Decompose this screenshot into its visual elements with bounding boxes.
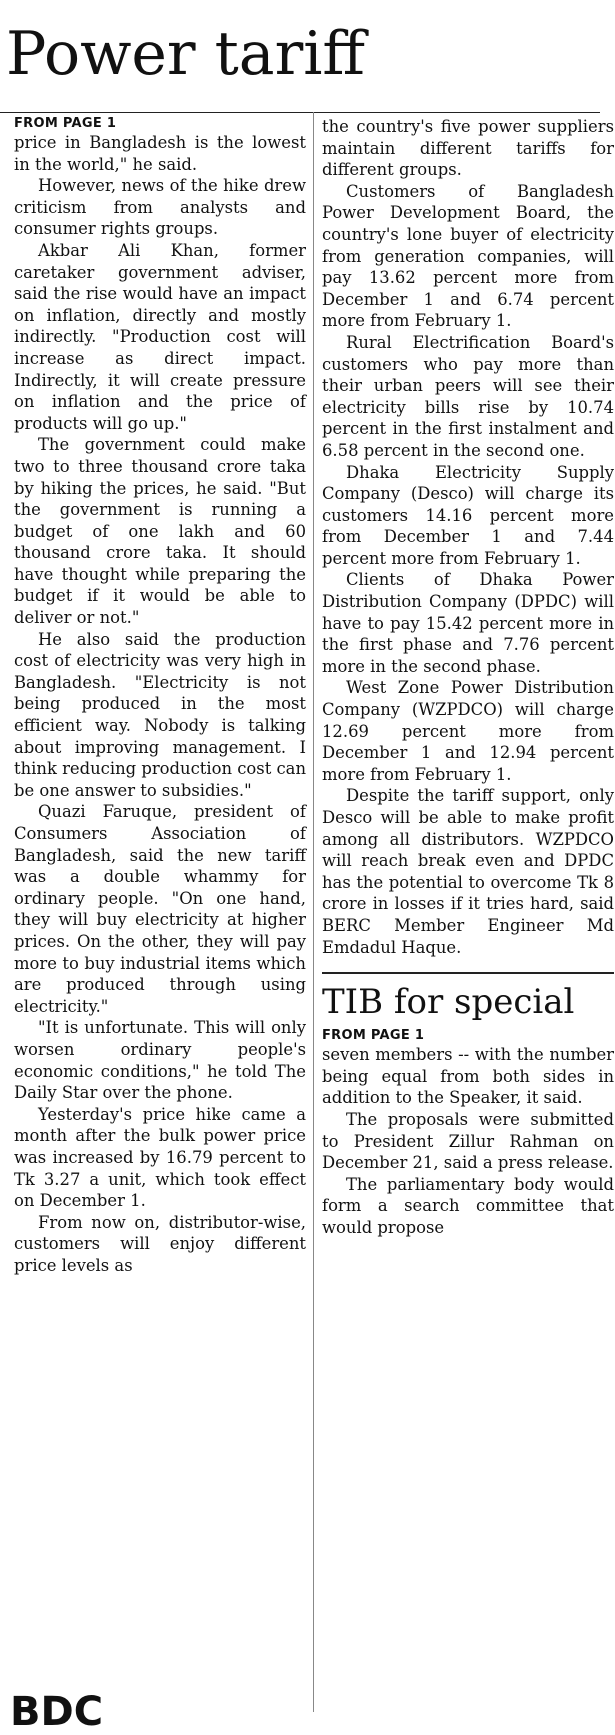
article-paragraph: West Zone Power Distribution Company (WZPDCO) will charge 12.69 percent more from December 1 and 12.94 percent more from February 1. [322,678,614,784]
article-paragraph: Customers of Bangladesh Power Development Board, the country's lone buyer of electricity from generation companies, will pay 13.62 percent more from December 1 and 6.74 percent more from February 1. [322,181,614,331]
next-story-headline-fragment: BDC [10,1689,104,1735]
article-paragraph: price in Bangladesh is the lowest in the world," he said. [14,133,306,174]
article-paragraph: "It is unfortunate. This will only worsen ordinary people's economic conditions," he told The Daily Star over the phone. [14,1018,306,1103]
article-paragraph: The parliamentary body would form a search committee that would propose [322,1174,614,1237]
article-paragraph: The proposals were submitted to President Zillur Rahman on December 21, said a press release. [322,1109,614,1173]
article-paragraph: Despite the tariff support, only Desco will be able to make profit among all distributors. WZPDCO will reach break even and DPDC has the potential to overcome Tk 8 crore in losses if it tries hard, said BERC Member Engineer Md Emdadul Haque. [322,786,614,957]
article-paragraph: Dhaka Electricity Supply Company (Desco) will charge its customers 14.16 percent more from December 1 and 7.44 percent more from February 1. [322,462,614,568]
headline-rule [0,112,600,113]
article-paragraph: He also said the production cost of electricity was very high in Bangladesh. "Electricity is not being produced in the most efficient way. Nobody is talking about improving management. I think reducing production cost can be one answer to subsidies." [14,629,306,800]
right-column [322,116,614,1239]
article-paragraph: Clients of Dhaka Power Distribution Company (DPDC) will have to pay 15.42 percent more in the first phase and 7.76 percent more in the second phase. [322,570,614,676]
from-page-kicker: FROM PAGE 1 [322,1028,425,1044]
headline: Power tariff [6,19,366,89]
article-paragraph: However, news of the hike drew criticism from analysts and consumer rights groups. [14,176,306,239]
left-column [14,116,306,1276]
article-paragraph: Yesterday's price hike came a month after the bulk power price was increased by 16.79 percent to Tk 3.27 a unit, which took effect on December 1. [14,1104,306,1211]
second-story-headline: TIB for special [322,972,614,1024]
from-page-kicker: FROM PAGE 1 [14,116,117,131]
article-paragraph: Rural Electrification Board's customers who pay more than their urban peers will see their electricity bills rise by 10.74 percent in the first instalment and 6.58 percent in the second one. [322,332,614,460]
article-paragraph: The government could make two to three thousand crore taka by hiking the prices, he said. "But the government is running a budget of one lakh and 60 thousand crore taka. It should have thought while preparing the budget if it would be able to deliver or not." [14,435,306,628]
article-paragraph: the country's five power suppliers maintain different tariffs for different groups. [322,117,614,180]
article-paragraph: Quazi Faruque, president of Consumers Association of Bangladesh, said the new tariff was a double whammy for ordinary people. "On one hand, they will buy electricity at higher prices. On the other, they will pay more to buy industrial items which are produced through using electricity." [14,802,306,1016]
article-paragraph: seven members -- with the number being equal from both sides in addition to the Speaker, it said. [322,1045,614,1108]
article-paragraph: From now on, distributor-wise, customers will enjoy different price levels as [14,1212,306,1275]
column-divider [313,112,314,1712]
article-paragraph: Akbar Ali Khan, former caretaker government adviser, said the rise would have an impact on inflation, directly and mostly indirectly. "Production cost will increase as direct impact. Indirectly, it will create pressure on inflation and the price of products will go up." [14,240,306,433]
